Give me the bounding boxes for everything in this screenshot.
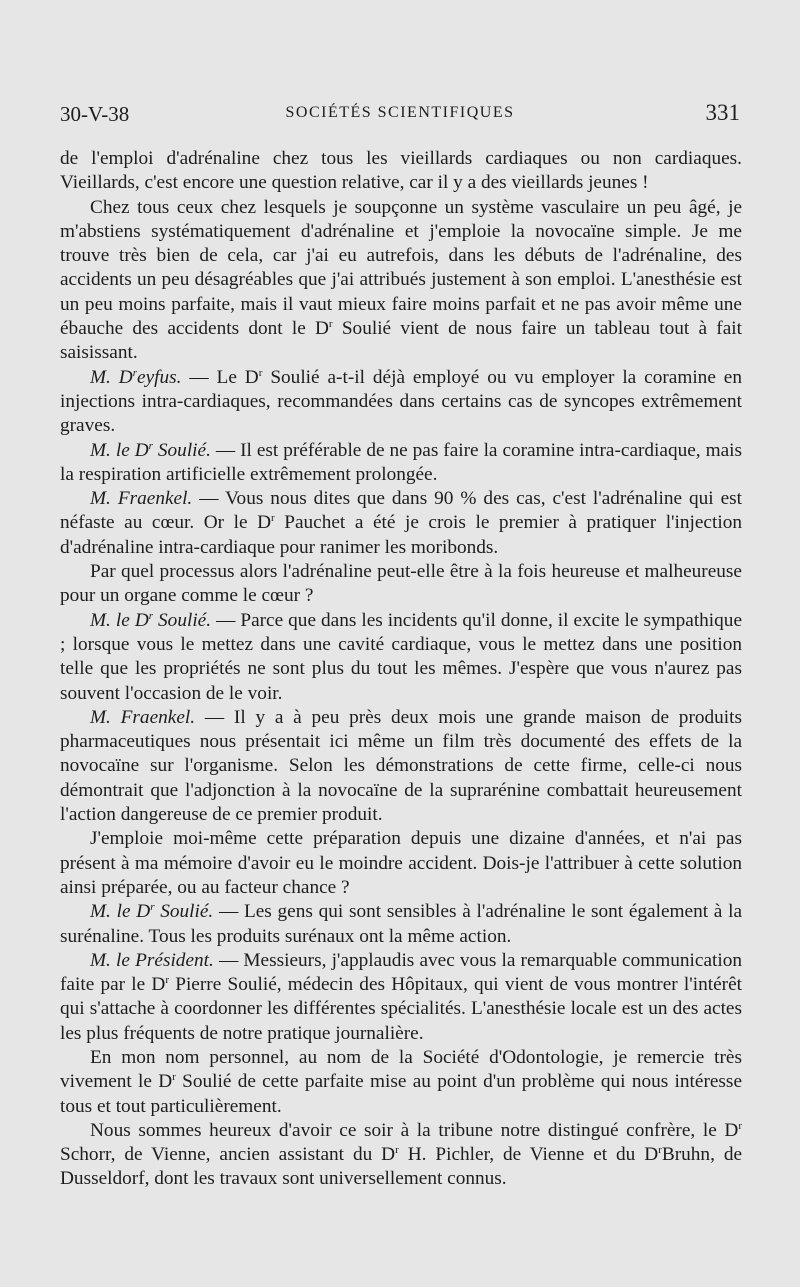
paragraph: J'emploie moi-même cette préparation depuis une dizaine d'années, et n'ai pas présent à ma mémoire d'avoir eu le moindre accident. Dois-je l'attribuer à cette solution ainsi préparée, ou au facteur chance ?	[60, 828, 742, 898]
header-date: 30-V-38	[60, 102, 130, 126]
speaker-name: M. le Président.	[90, 949, 214, 971]
speaker-name: M. le $D^r$ Soulié.	[90, 901, 214, 923]
speaker-name: M. le $D^r$ Soulié.	[90, 439, 211, 461]
header-title: SOCIÉTÉS SCIENTIFIQUES	[285, 104, 515, 121]
paragraph: M. le Président. — Messieurs, j'applaudis avec vous la remarquable communication faite par le $D^r$ Pierre Soulié, médecin des Hôpitaux, qui vient de vous montrer l'intérêt qui s'attache à coordonner les différentes spécialités. L'anesthésie locale est un des actes les plus fréquents de notre pratique journalière.	[60, 949, 743, 1044]
paragraph: Chez tous ceux chez lesquels je soupçonne un système vasculaire un peu âgé, je m'abstiens systématiquement d'adrénaline et j'emploie la novocaïne simple. Je me trouve très bien de cela, car j'ai eu autrefois, dans les débuts de l'adrénaline, des accidents un peu désagréables que j'ai attribués justement à son emploi. L'anesthésie est un peu moins parfaite, mais il vaut mieux faire moins parfait et ne pas avoir même une ébauche des accidents dont le $D^r$ Soulié vient de nous faire un tableau tout à fait saisissant.	[60, 196, 742, 364]
page-number: 331	[705, 100, 740, 125]
paragraph: En mon nom personnel, au nom de la Société d'Odontologie, je remercie très vivement le $D^r$ Soulié de cette parfaite mise au point d'un problème qui nous intéresse tous et tout particulièrement.	[60, 1046, 742, 1117]
paragraph: M. $D^reyfus$. — Le $D^r$ Soulié a-t-il déjà employé ou vu employer la coramine en injections intra-cardiaques, recommandées dans certains cas de syncopes extrêmement graves.	[60, 366, 742, 437]
paragraph: Par quel processus alors l'adrénaline peut-elle être à la fois heureuse et malheureuse pour un organe comme le cœur ?	[60, 561, 742, 607]
running-header	[60, 96, 740, 136]
paragraph: M. le $D^r$ Soulié. — Il est préférable de ne pas faire la coramine intra-cardiaque, mais la respiration artificielle extrêmement prolongée.	[60, 439, 743, 485]
paragraph: M. Fraenkel. — Il y a à peu près deux mois une grande maison de produits pharmaceutiques nous présentait ici même un film très documenté des effets de la novocaïne sur l'organisme. Selon les démonstrations de cette firme, celle-ci nous démontrait que l'adjonction à la novocaïne de la suprarénine combattait heureusement l'action dangereuse de ce premier produit.	[60, 706, 742, 826]
speaker-name: M. $D^reyfus$.	[90, 366, 182, 388]
paragraph: M. le $D^r$ Soulié. — Parce que dans les incidents qu'il donne, il excite le sympathique ; lorsque vous le mettez dans une cavité cardiaque, vous le mettez dans une position telle que les propriétés ne sont plus du tout les mêmes. J'espère que vous n'aurez pas souvent l'occasion de le voir.	[60, 609, 743, 704]
speaker-name: M. Fraenkel.	[90, 488, 193, 510]
paragraph: Nous sommes heureux d'avoir ce soir à la tribune notre distingué confrère, le $D^r$ Schorr, de Vienne, ancien assistant du $D^r$ H. Pichler, de Vienne et du $D^rBruhn$, de Dusseldorf, dont les travaux sont universellement connus.	[60, 1119, 743, 1190]
paragraph: M. le $D^r$ Soulié. — Les gens qui sont sensibles à l'adrénaline le sont également à la surénaline. Tous les produits surénaux ont la même action.	[60, 901, 743, 947]
speaker-name: M. Fraenkel.	[90, 706, 196, 728]
body-text	[60, 147, 742, 1192]
paragraph: M. Fraenkel. — Vous nous dites que dans 90 % des cas, c'est l'adrénaline qui est néfaste au cœur. Or le $D^r$ Pauchet a été je crois le premier à pratiquer l'injection d'adrénaline intra-cardiaque pour ranimer les moribonds.	[60, 488, 742, 558]
speaker-name: M. le $D^r$ Soulié.	[90, 609, 212, 631]
paragraph: de l'emploi d'adrénaline chez tous les vieillards cardiaques ou non cardiaques. Vieillards, c'est encore une question relative, car il y a des vieillards jeunes !	[60, 148, 742, 194]
